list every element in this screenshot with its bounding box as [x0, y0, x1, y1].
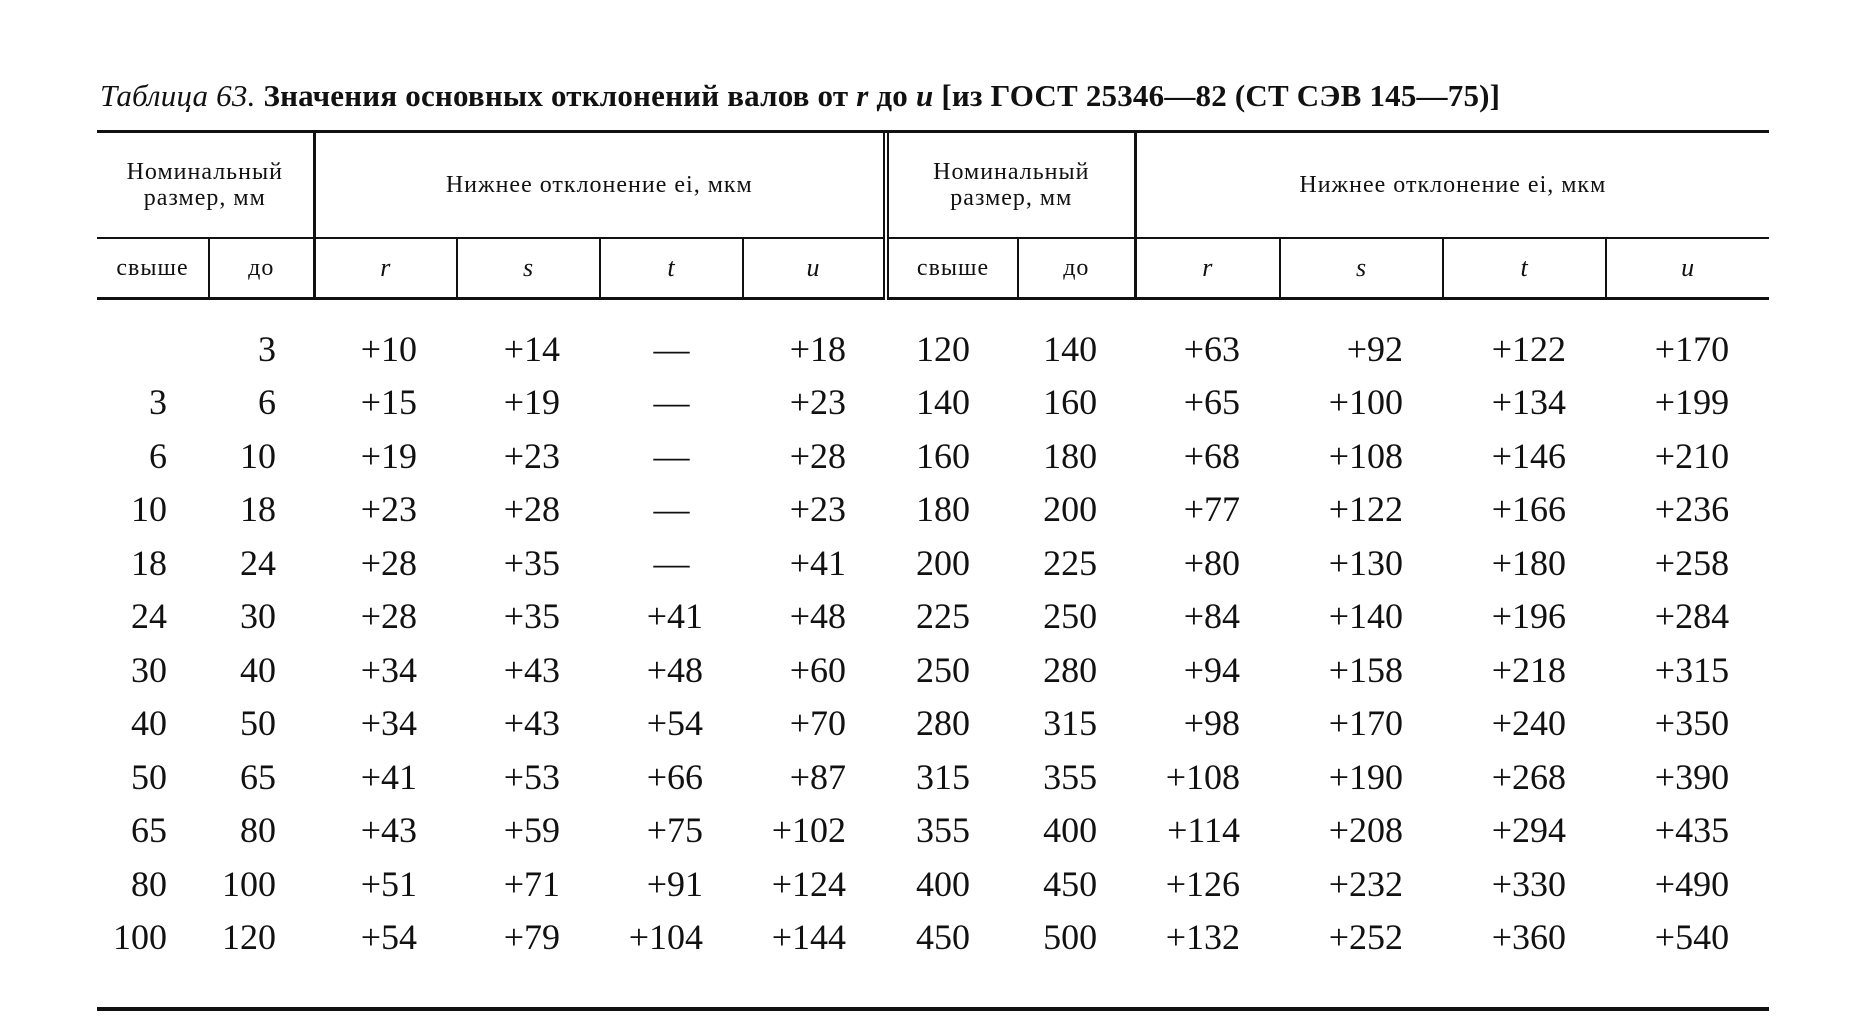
cell-r-s: +170 — [1328, 703, 1404, 744]
deviation-table-container — [97, 130, 1769, 1011]
caption-source: [из ГОСТ 25346—82 (СТ СЭВ 145—75)] — [941, 78, 1501, 113]
cell-l-r: +51 — [360, 863, 418, 904]
cell-l-u: +102 — [771, 810, 847, 851]
header-s-left: s — [457, 238, 600, 299]
cell-r-t: +268 — [1491, 756, 1567, 797]
cell-l-from: 65 — [131, 810, 167, 851]
table-row — [97, 804, 1769, 858]
cell-r-from: 355 — [916, 810, 971, 851]
cell-l-t: — — [653, 489, 690, 530]
header-over-left: свыше — [97, 238, 209, 299]
cell-r-from: 120 — [916, 328, 971, 369]
cell-l-s: +14 — [503, 328, 561, 369]
cell-l-u: +41 — [789, 542, 847, 583]
cell-r-r: +94 — [1183, 649, 1241, 690]
cell-l-r: +28 — [360, 596, 418, 637]
table-label: Таблица 63. — [100, 78, 256, 113]
cell-l-to: 50 — [240, 703, 277, 744]
cell-r-to: 355 — [1043, 756, 1098, 797]
cell-l-t: +91 — [646, 863, 704, 904]
table-row — [97, 697, 1769, 751]
cell-r-from: 200 — [916, 542, 971, 583]
cell-r-t: +218 — [1491, 649, 1567, 690]
cell-l-to: 3 — [258, 328, 277, 369]
cell-l-from: 10 — [131, 489, 167, 530]
cell-l-s: +79 — [503, 917, 561, 958]
cell-l-s: +35 — [503, 596, 561, 637]
cell-r-t: +146 — [1491, 435, 1567, 476]
cell-l-s: +28 — [503, 489, 561, 530]
cell-l-from: 80 — [131, 863, 167, 904]
cell-r-s: +190 — [1328, 756, 1404, 797]
cell-l-r: +15 — [360, 382, 418, 423]
cell-r-r: +77 — [1183, 489, 1241, 530]
cell-r-u: +390 — [1654, 756, 1730, 797]
cell-l-t: — — [653, 382, 690, 423]
cell-l-to: 65 — [240, 756, 277, 797]
cell-r-s: +158 — [1328, 649, 1404, 690]
cell-l-to: 100 — [222, 863, 277, 904]
table-caption — [100, 78, 1780, 114]
cell-r-r: +84 — [1183, 596, 1241, 637]
cell-l-to: 10 — [240, 435, 277, 476]
cell-r-r: +126 — [1165, 863, 1241, 904]
header-t-right: t — [1443, 238, 1606, 299]
table-row — [97, 483, 1769, 537]
cell-r-t: +360 — [1491, 917, 1567, 958]
cell-r-to: 140 — [1043, 328, 1098, 369]
caption-var-from: r — [856, 78, 869, 113]
cell-l-from: 24 — [131, 596, 167, 637]
table-row — [97, 911, 1769, 965]
table-row — [97, 857, 1769, 911]
cell-l-u: +28 — [789, 435, 847, 476]
cell-l-s: +35 — [503, 542, 561, 583]
cell-r-r: +68 — [1183, 435, 1241, 476]
cell-r-u: +258 — [1654, 542, 1730, 583]
cell-r-u: +540 — [1654, 917, 1730, 958]
cell-l-from: 50 — [131, 756, 167, 797]
cell-r-s: +140 — [1328, 596, 1404, 637]
caption-var-to: u — [915, 78, 934, 113]
cell-l-r: +10 — [360, 328, 418, 369]
header-u-right: u — [1606, 238, 1769, 299]
cell-l-to: 120 — [222, 917, 277, 958]
header-lower-deviation-left: Нижнее отклонение ei, мкм — [314, 133, 886, 238]
cell-l-to: 40 — [240, 649, 277, 690]
cell-l-t: — — [653, 542, 690, 583]
header-over-right: свыше — [886, 238, 1018, 299]
cell-r-r: +63 — [1183, 328, 1241, 369]
cell-l-r: +23 — [360, 489, 418, 530]
cell-r-s: +252 — [1328, 917, 1404, 958]
cell-l-s: +43 — [503, 703, 561, 744]
cell-l-to: 18 — [240, 489, 277, 530]
cell-l-u: +60 — [789, 649, 847, 690]
cell-l-u: +23 — [789, 382, 847, 423]
cell-l-t: +104 — [628, 917, 704, 958]
cell-l-u: +18 — [789, 328, 847, 369]
header-to-right: до — [1018, 238, 1135, 299]
cell-r-to: 315 — [1043, 703, 1098, 744]
cell-r-s: +100 — [1328, 382, 1404, 423]
cell-l-to: 24 — [240, 542, 277, 583]
caption-title-mid: до — [876, 78, 909, 113]
cell-l-from: 6 — [149, 435, 167, 476]
cell-r-t: +134 — [1491, 382, 1567, 423]
cell-l-t: +66 — [646, 756, 704, 797]
table-body — [97, 299, 1769, 965]
header-s-right: s — [1280, 238, 1443, 299]
cell-r-u: +170 — [1654, 328, 1730, 369]
cell-l-from: 100 — [113, 917, 167, 958]
cell-l-s: +59 — [503, 810, 561, 851]
cell-l-s: +19 — [503, 382, 561, 423]
cell-r-s: +208 — [1328, 810, 1404, 851]
cell-r-u: +315 — [1654, 649, 1730, 690]
cell-r-from: 225 — [916, 596, 971, 637]
cell-l-from: 3 — [149, 382, 167, 423]
cell-r-u: +199 — [1654, 382, 1730, 423]
cell-l-r: +34 — [360, 649, 418, 690]
cell-r-from: 180 — [916, 489, 971, 530]
cell-r-to: 180 — [1043, 435, 1098, 476]
cell-l-t: +75 — [646, 810, 704, 851]
table-row — [97, 750, 1769, 804]
cell-r-to: 250 — [1043, 596, 1098, 637]
header-r-left: r — [314, 238, 457, 299]
cell-r-t: +180 — [1491, 542, 1567, 583]
cell-l-t: +41 — [646, 596, 704, 637]
table-row — [97, 429, 1769, 483]
table-row — [97, 376, 1769, 430]
cell-l-u: +124 — [771, 863, 847, 904]
cell-l-from — [97, 299, 209, 376]
cell-r-from: 315 — [916, 756, 971, 797]
cell-l-u: +87 — [789, 756, 847, 797]
cell-r-u: +210 — [1654, 435, 1730, 476]
cell-l-r: +54 — [360, 917, 418, 958]
table-row — [97, 643, 1769, 697]
cell-l-s: +43 — [503, 649, 561, 690]
cell-r-to: 225 — [1043, 542, 1098, 583]
cell-r-from: 400 — [916, 863, 971, 904]
cell-l-r: +41 — [360, 756, 418, 797]
cell-r-to: 200 — [1043, 489, 1098, 530]
cell-l-u: +70 — [789, 703, 847, 744]
header-lower-deviation-right: Нижнее отклонение ei, мкм — [1135, 133, 1769, 238]
header-nominal-size-right: Номинальный размер, мм — [886, 133, 1135, 238]
cell-l-from: 30 — [131, 649, 167, 690]
cell-l-u: +144 — [771, 917, 847, 958]
cell-r-from: 450 — [916, 917, 971, 958]
cell-r-u: +490 — [1654, 863, 1730, 904]
header-r-right: r — [1135, 238, 1280, 299]
cell-r-to: 160 — [1043, 382, 1098, 423]
cell-l-t: +48 — [646, 649, 704, 690]
cell-r-s: +92 — [1346, 328, 1404, 369]
header-t-left: t — [600, 238, 743, 299]
cell-r-t: +166 — [1491, 489, 1567, 530]
cell-r-r: +132 — [1165, 917, 1241, 958]
cell-l-from: 18 — [131, 542, 167, 583]
cell-r-r: +108 — [1165, 756, 1241, 797]
cell-r-from: 140 — [916, 382, 971, 423]
cell-l-t: — — [653, 328, 690, 369]
cell-r-t: +122 — [1491, 328, 1567, 369]
cell-l-r: +43 — [360, 810, 418, 851]
cell-l-u: +48 — [789, 596, 847, 637]
cell-r-u: +350 — [1654, 703, 1730, 744]
cell-r-r: +65 — [1183, 382, 1241, 423]
cell-l-r: +34 — [360, 703, 418, 744]
cell-l-t: — — [653, 435, 690, 476]
cell-l-r: +28 — [360, 542, 418, 583]
header-row-sub — [97, 238, 1769, 299]
cell-r-s: +130 — [1328, 542, 1404, 583]
cell-l-r: +19 — [360, 435, 418, 476]
cell-r-to: 450 — [1043, 863, 1098, 904]
cell-l-s: +23 — [503, 435, 561, 476]
cell-r-t: +240 — [1491, 703, 1567, 744]
cell-r-from: 250 — [916, 649, 971, 690]
cell-l-to: 30 — [240, 596, 277, 637]
cell-r-s: +122 — [1328, 489, 1404, 530]
cell-r-to: 400 — [1043, 810, 1098, 851]
table-row — [97, 590, 1769, 644]
header-row-top — [97, 133, 1769, 238]
cell-r-to: 280 — [1043, 649, 1098, 690]
cell-l-s: +71 — [503, 863, 561, 904]
header-u-left: u — [743, 238, 886, 299]
cell-r-t: +330 — [1491, 863, 1567, 904]
cell-l-to: 80 — [240, 810, 277, 851]
cell-l-u: +23 — [789, 489, 847, 530]
cell-r-u: +435 — [1654, 810, 1730, 851]
cell-r-from: 160 — [916, 435, 971, 476]
cell-l-from: 40 — [131, 703, 167, 744]
cell-r-r: +80 — [1183, 542, 1241, 583]
cell-r-r: +98 — [1183, 703, 1241, 744]
table-row — [97, 536, 1769, 590]
cell-l-t: +54 — [646, 703, 704, 744]
header-to-left: до — [209, 238, 314, 299]
cell-r-u: +284 — [1654, 596, 1730, 637]
cell-r-r: +114 — [1167, 810, 1241, 851]
cell-r-u: +236 — [1654, 489, 1730, 530]
table-row — [97, 299, 1769, 376]
cell-l-to: 6 — [258, 382, 277, 423]
header-nominal-size-left: Номинальный размер, мм — [97, 133, 314, 238]
cell-r-to: 500 — [1043, 917, 1098, 958]
cell-r-t: +196 — [1491, 596, 1567, 637]
cell-r-from: 280 — [916, 703, 971, 744]
caption-title-part1: Значения основных отклонений валов от — [263, 78, 849, 113]
deviation-table — [97, 133, 1769, 964]
cell-r-s: +108 — [1328, 435, 1404, 476]
cell-l-s: +53 — [503, 756, 561, 797]
cell-r-s: +232 — [1328, 863, 1404, 904]
cell-r-t: +294 — [1491, 810, 1567, 851]
